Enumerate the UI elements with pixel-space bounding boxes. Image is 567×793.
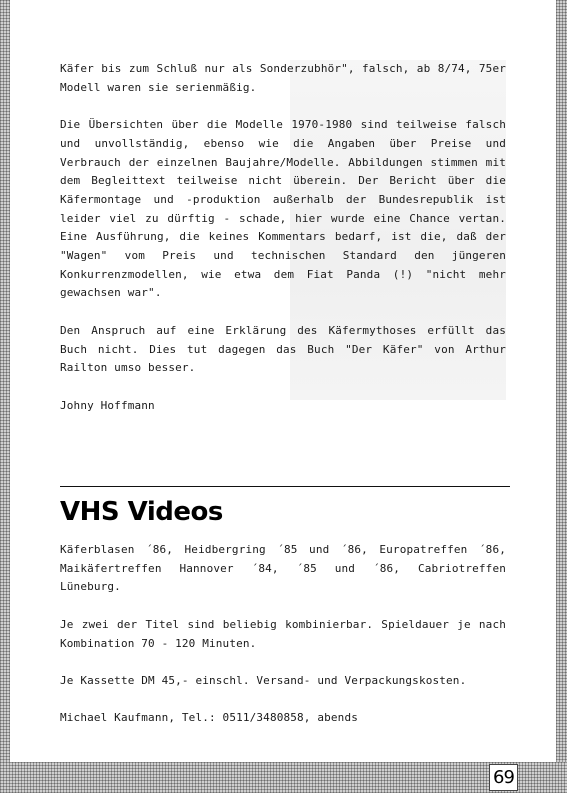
contact-line: Michael Kaufmann, Tel.: 0511/3480858, abends [60, 711, 358, 725]
section-divider [60, 486, 510, 487]
section-heading: VHS Videos [60, 497, 223, 527]
review-paragraph: Den Anspruch auf eine Erklärung des Käfermythoses erfüllt das Buch nicht. Dies tut dagegen das Buch "Der Käfer" von Arthur Railton umso besser. [60, 323, 506, 375]
vhs-paragraph: Je zwei der Titel sind beliebig kombinierbar. Spieldauer je nach Kombination 70 - 120 Minuten. [60, 617, 506, 650]
vhs-text [60, 541, 506, 728]
vhs-paragraph: Je Kassette DM 45,- einschl. Versand- und Verpackungskosten. [60, 673, 467, 687]
review-paragraph: Käfer bis zum Schluß nur als Sonderzubhör", falsch, ab 8/74, 75er Modell waren sie serienmäßig. [60, 62, 506, 94]
review-paragraph: Die Übersichten über die Modelle 1970-1980 sind teilweise falsch und unvollständig, ebenso wie die Angaben über Preise und Verbrauch der einzelnen Baujahre/Modelle. Abbildungen stimmen mit dem Begleittext teilweise nicht überein. Der Bericht über die Käfermontage und -produktion außerhalb der Bundesrepublik ist leider viel zu dürftig - schade, hier wurde eine Chance vertan. Eine Ausführung, die keines Kommentars bedarf, ist die, daß der "Wagen" vom Preis und technischen Standard den jüngeren Konkurrenzmodellen, wie etwa dem Fiat Panda (!) "nicht mehr gewachsen war". [60, 118, 506, 300]
vhs-paragraph: Käferblasen ´86, Heidbergring ´85 und ´86, Europatreffen ´86, Maikäfertreffen Hannover ´84, ´85 und ´86, Cabriotreffen Lüneburg. [60, 543, 506, 594]
bottom-halftone-band [0, 762, 567, 793]
right-halftone-border [556, 0, 567, 793]
review-text [60, 60, 506, 415]
review-author: Johny Hoffmann [60, 398, 155, 412]
page-number: 69 [489, 764, 518, 791]
left-halftone-border [0, 0, 10, 793]
